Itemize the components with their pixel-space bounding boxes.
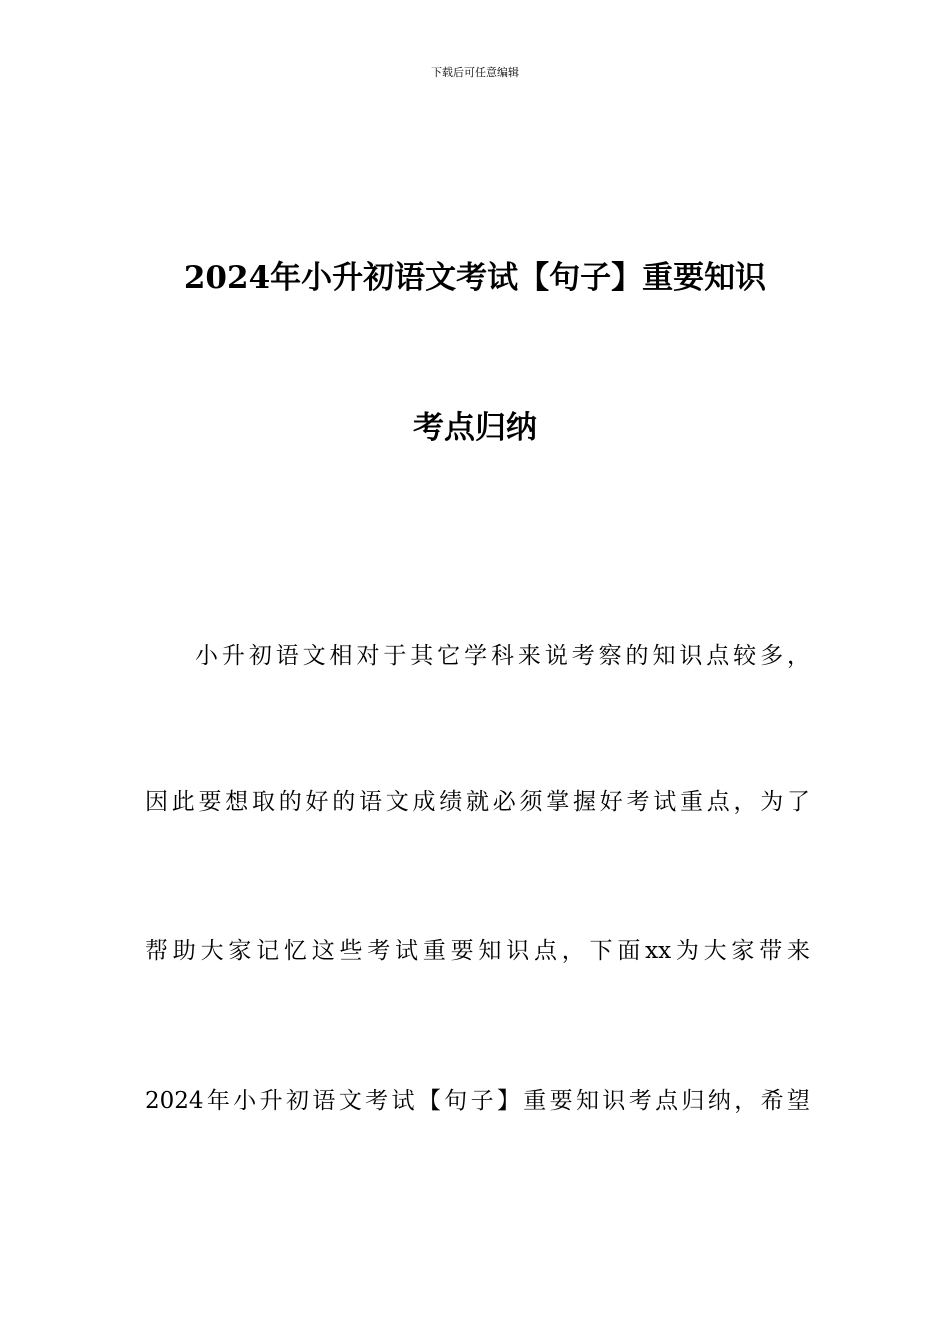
body-paragraph-line-3: 帮助大家记忆这些考试重要知识点，下面xx为大家带来 xyxy=(145,938,810,964)
body-paragraph-line-2: 因此要想取的好的语文成绩就必须掌握好考试重点，为了 xyxy=(145,789,810,815)
body-paragraph-line-1: 小升初语文相对于其它学科来说考察的知识点较多， xyxy=(195,643,810,669)
body-paragraph-line-4: 2024年小升初语文考试【句子】重要知识考点归纳，希望 xyxy=(145,1088,810,1114)
header-note: 下载后可任意编辑 xyxy=(431,66,519,79)
document-title-line-1: 2024年小升初语文考试【句子】重要知识 xyxy=(183,260,767,296)
document-title-line-2: 考点归纳 xyxy=(413,410,537,446)
